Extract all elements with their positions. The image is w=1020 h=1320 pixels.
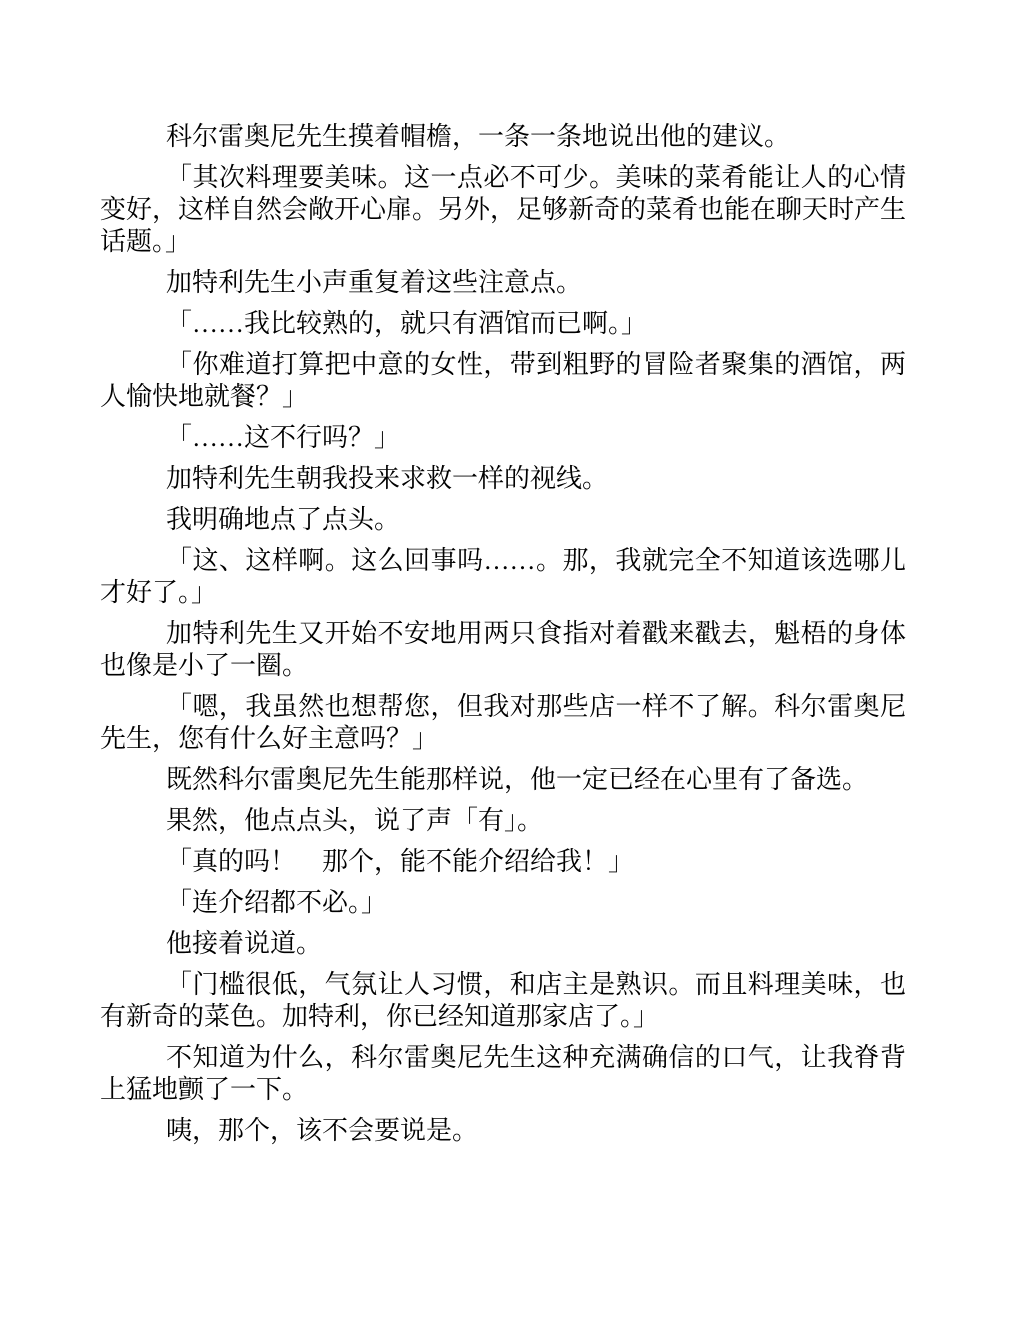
paragraph-16: 他接着说道。 xyxy=(166,929,323,958)
paragraph-11: 「嗯，我虽然也想帮您，但我对那些店一样不了解。科尔雷奥尼先生，您有什么好主意吗？」 xyxy=(100,692,906,753)
paragraph-10: 加特利先生又开始不安地用两只食指对着戳来戳去，魁梧的身体也像是小了一圈。 xyxy=(100,619,906,680)
paragraph-3: 加特利先生小声重复着这些注意点。 xyxy=(166,268,583,297)
paragraph-13: 果然，他点点头，说了声「有」。 xyxy=(166,806,544,835)
paragraph-5: 「你难道打算把中意的女性，带到粗野的冒险者聚集的酒馆，两人愉快地就餐？」 xyxy=(100,350,906,411)
paragraph-1: 科尔雷奥尼先生摸着帽檐，一条一条地说出他的建议。 xyxy=(166,122,791,151)
paragraph-15: 「连介绍都不必。」 xyxy=(166,888,388,917)
paragraph-6: 「……这不行吗？」 xyxy=(166,423,401,452)
paragraph-19: 咦，那个，该不会要说是。 xyxy=(166,1116,479,1145)
paragraph-7: 加特利先生朝我投来求救一样的视线。 xyxy=(166,464,609,493)
paragraph-4: 「……我比较熟的，就只有酒馆而已啊。」 xyxy=(166,309,648,338)
paragraph-2: 「其次料理要美味。这一点必不可少。美味的菜肴能让人的心情变好，这样自然会敞开心扉。另外，足够新奇的菜肴也能在聊天时产生话题。」 xyxy=(100,163,907,256)
paragraph-12: 既然科尔雷奥尼先生能那样说，他一定已经在心里有了备选。 xyxy=(166,765,869,794)
text-block xyxy=(100,121,906,1156)
paragraph-8: 我明确地点了点头。 xyxy=(166,505,401,534)
paragraph-18: 不知道为什么，科尔雷奥尼先生这种充满确信的口气，让我脊背上猛地颤了一下。 xyxy=(100,1043,906,1104)
paragraph-17: 「门槛很低，气氛让人习惯，和店主是熟识。而且料理美味，也有新奇的菜色。加特利，你已经知道那家店了。」 xyxy=(100,970,906,1031)
paragraph-9: 「这、这样啊。这么回事吗……。那，我就完全不知道该选哪儿才好了。」 xyxy=(100,546,906,607)
paragraph-14: 「真的吗！ 那个，能不能介绍给我！」 xyxy=(166,847,635,876)
